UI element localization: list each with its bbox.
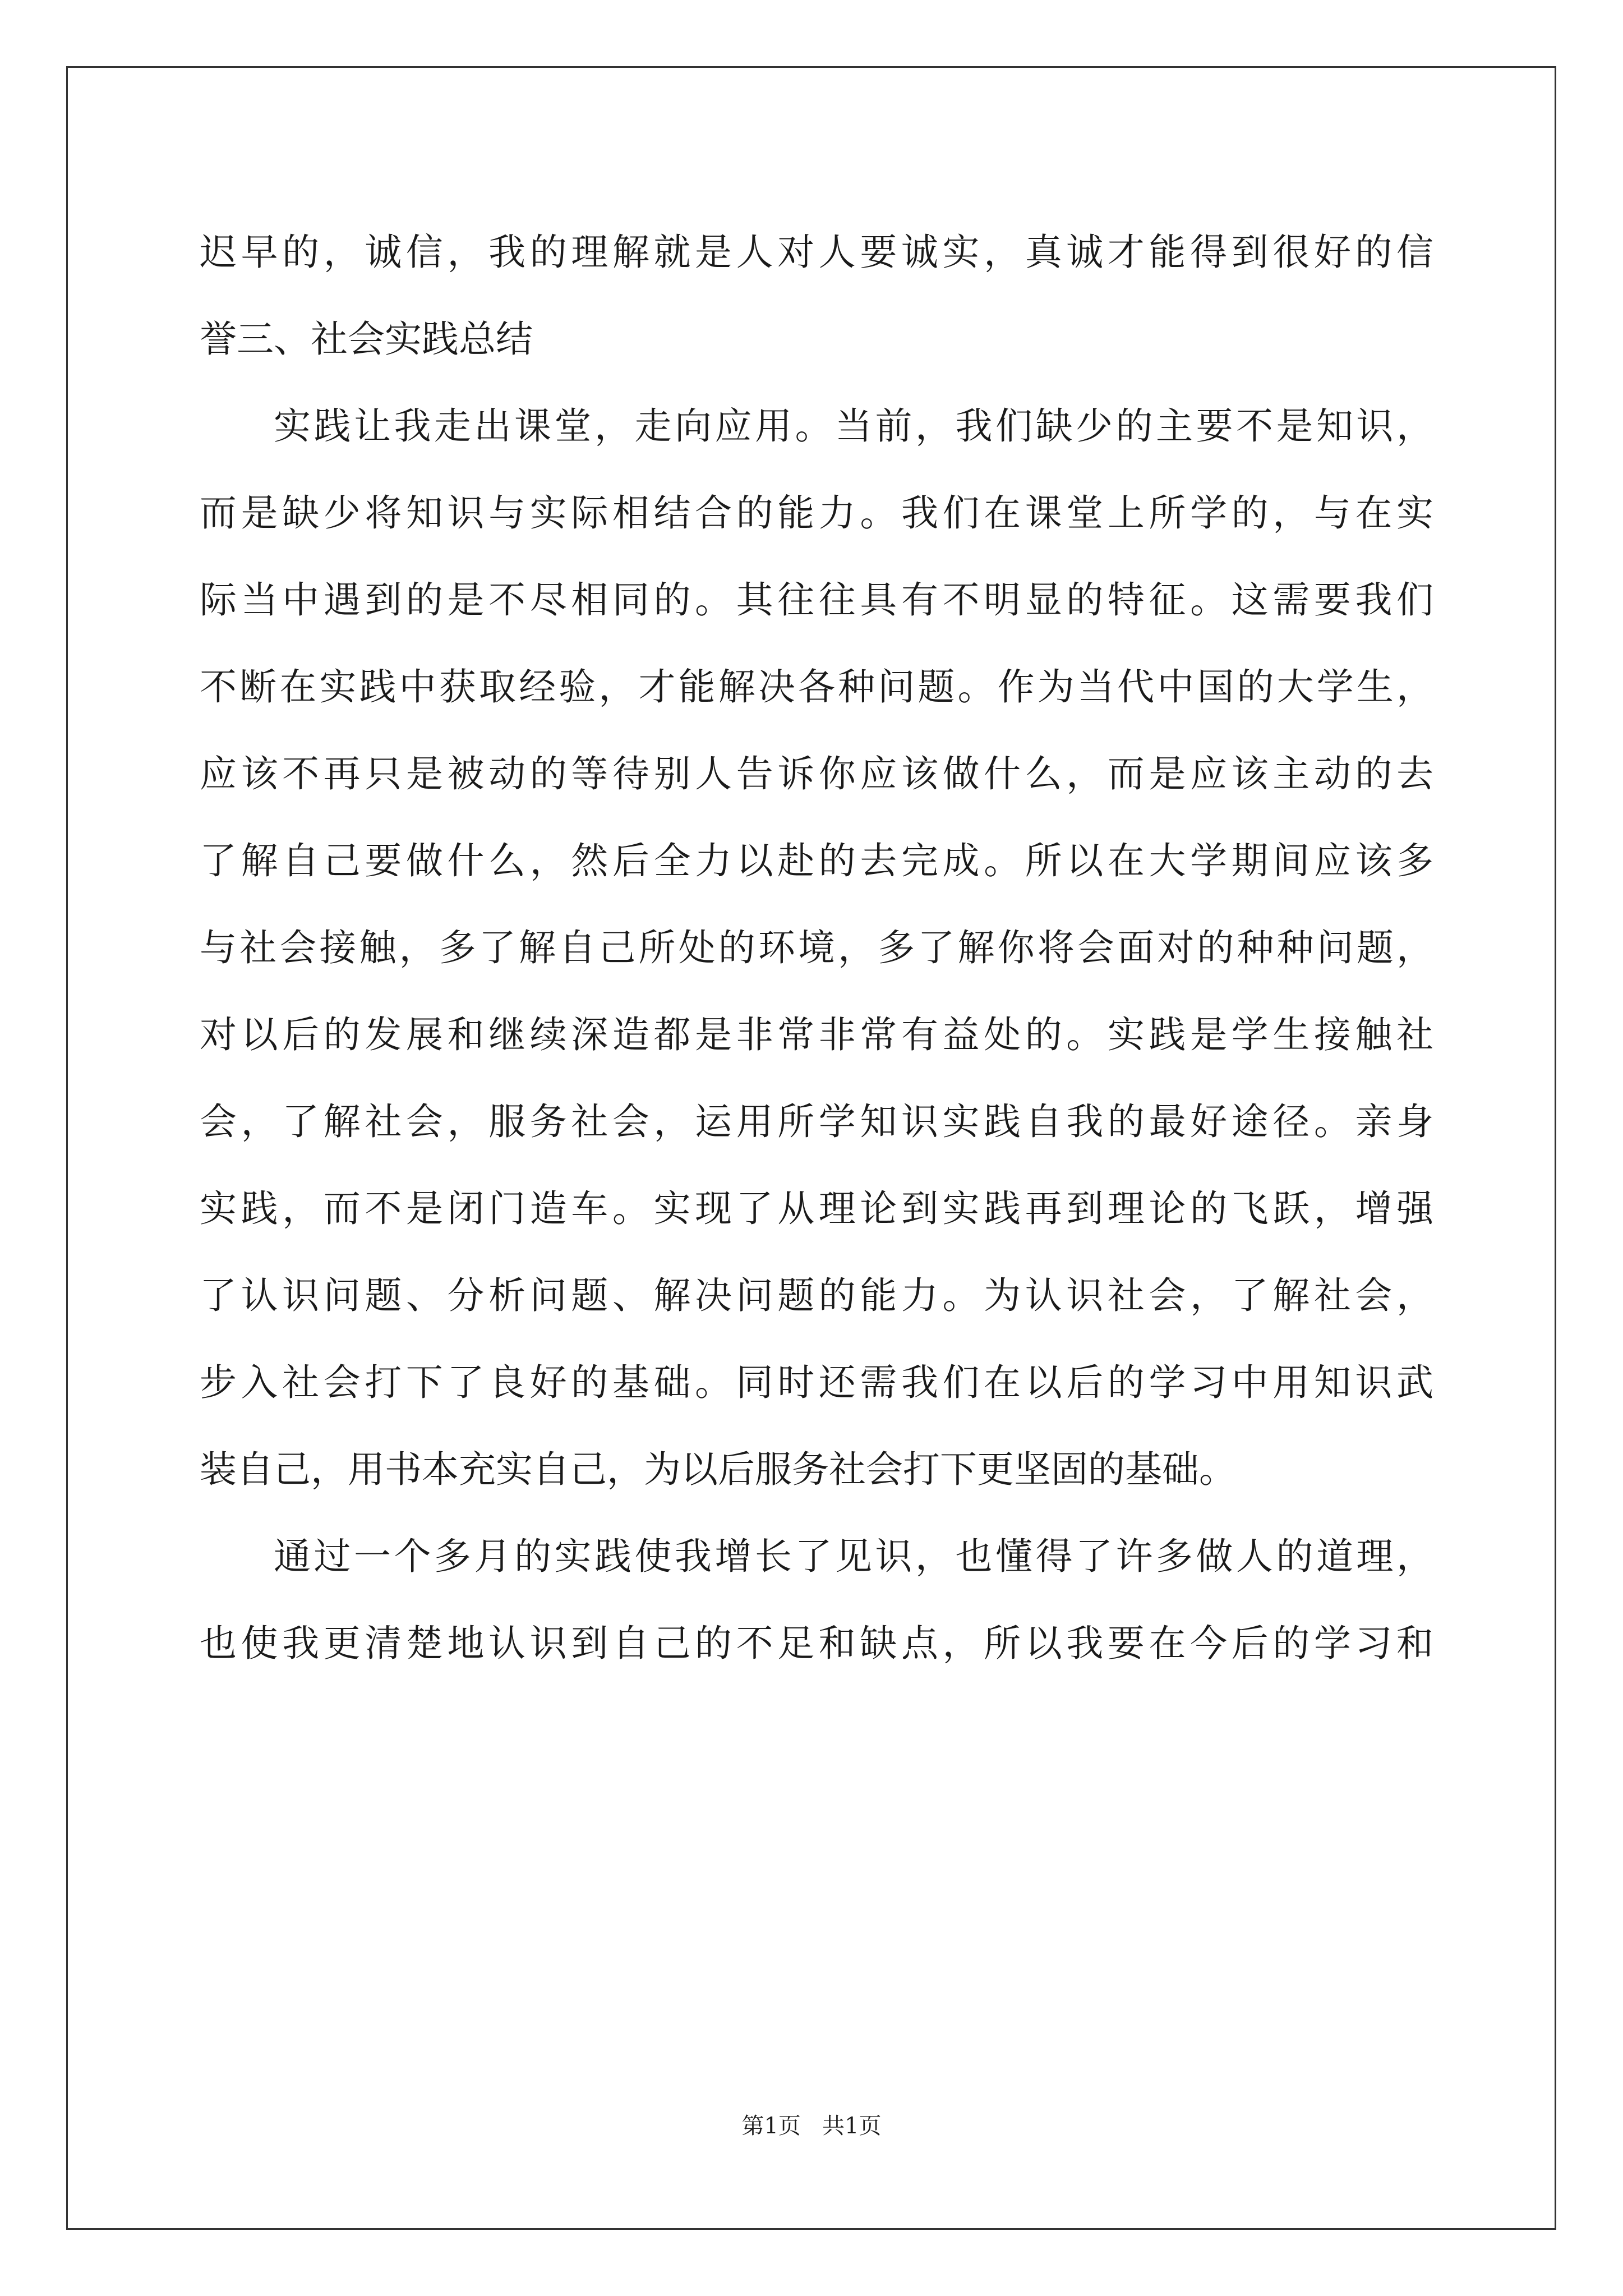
document-body: [200, 209, 1433, 1687]
text-line: 通过一个多月的实践使我增长了见识，也懂得了许多做人的道理，: [274, 1535, 1433, 1578]
page-number-footer: 第1页 共1页: [741, 2113, 882, 2139]
text-line: 迟早的，诚信，我的理解就是人对人要诚实，真诚才能得到很好的信: [200, 231, 1433, 274]
text-line: 步入社会打下了良好的基础。同时还需我们在以后的学习中用知识武: [200, 1361, 1433, 1404]
text-line: 际当中遇到的是不尽相同的。其往往具有不明显的特征。这需要我们: [200, 578, 1433, 622]
text-line: 会，了解社会，服务社会，运用所学知识实践自我的最好途径。亲身: [200, 1100, 1433, 1143]
text-line: 对以后的发展和继续深造都是非常非常有益处的。实践是学生接触社: [200, 1013, 1433, 1056]
text-line: 实践让我走出课堂，走向应用。当前，我们缺少的主要不是知识，: [274, 404, 1433, 448]
text-line: 了认识问题、分析问题、解决问题的能力。为认识社会，了解社会，: [200, 1274, 1433, 1317]
text-line: 实践，而不是闭门造车。实现了从理论到实践再到理论的飞跃，增强: [200, 1187, 1433, 1230]
text-line: 装自己，用书本充实自己，为以后服务社会打下更坚固的基础。: [200, 1448, 1236, 1491]
text-line: 誉三、社会实践总结: [200, 318, 533, 361]
text-line: 不断在实践中获取经验，才能解决各种问题。作为当代中国的大学生，: [200, 665, 1433, 708]
text-line: 也使我更清楚地认识到自己的不足和缺点，所以我要在今后的学习和: [200, 1622, 1433, 1665]
text-line: 应该不再只是被动的等待别人告诉你应该做什么，而是应该主动的去: [200, 752, 1433, 795]
text-line: 而是缺少将知识与实际相结合的能力。我们在课堂上所学的，与在实: [200, 491, 1433, 535]
text-line: 了解自己要做什么，然后全力以赴的去完成。所以在大学期间应该多: [200, 839, 1433, 882]
text-line: 与社会接触，多了解自己所处的环境，多了解你将会面对的种种问题，: [200, 926, 1433, 969]
